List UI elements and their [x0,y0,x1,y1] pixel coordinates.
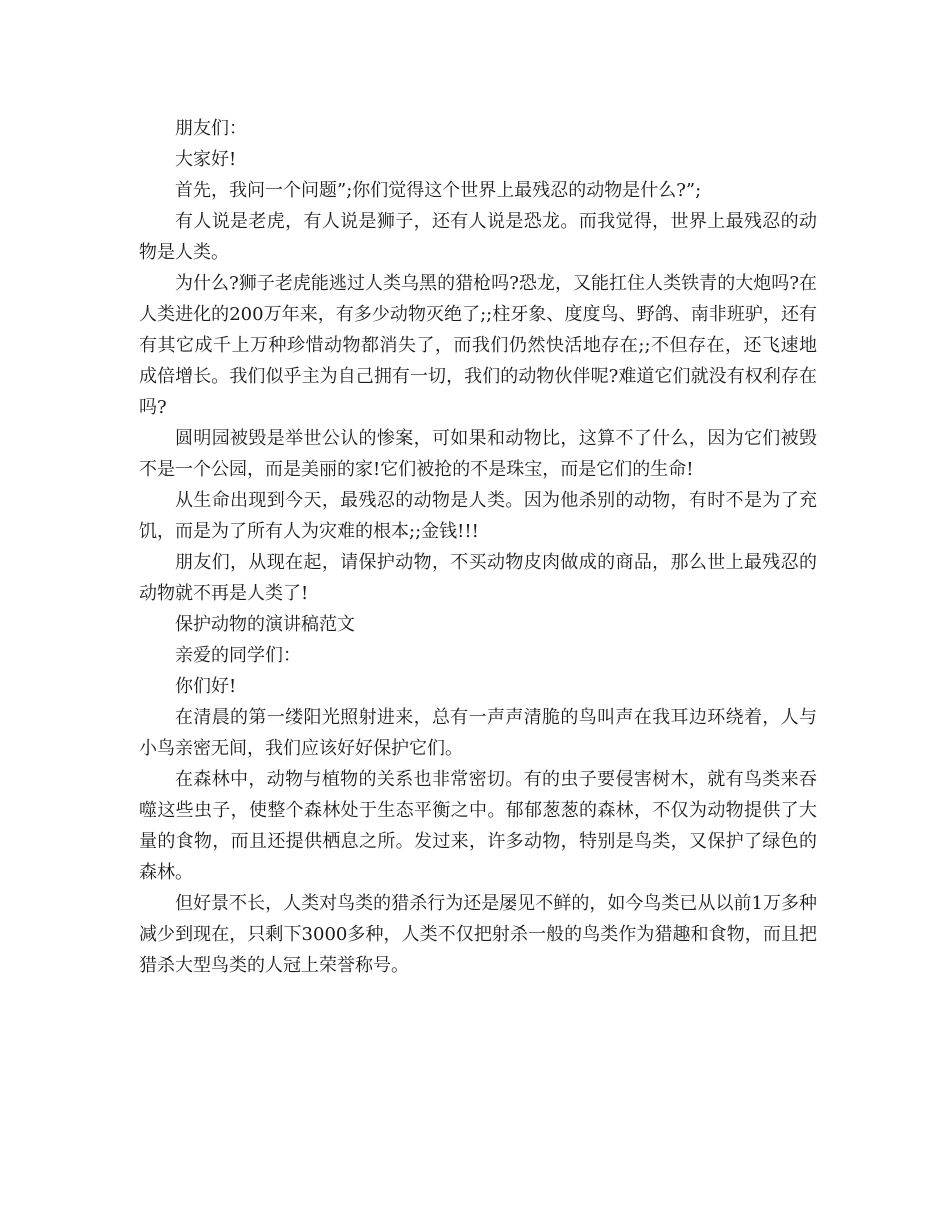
paragraph-opinions: 有人说是老虎，有人说是狮子，还有人说是恐龙。而我觉得，世界上最残忍的动物是人类。 [139,211,817,263]
paragraph-greeting-friends: 朋友们： [175,118,247,139]
paragraph-morning-birds: 在清晨的第一缕阳光照射进来，总有一声声清脆的鸟叫声在我耳边环绕着，人与小鸟亲密无间，我们应该好好保护它们。 [139,707,817,759]
document-page [139,113,817,981]
paragraph-hunting: 但好景不长，人类对鸟类的猎杀行为还是屡见不鲜的，如今鸟类已从以前1万多种减少到现在，只剩下3000多种，人类不仅把射杀一般的鸟类作为猎趣和食物，而且把猎杀大型鸟类的人冠上荣誉称号。 [139,893,817,976]
paragraph-hello-all: 大家好! [175,149,237,170]
paragraph-forest: 在森林中，动物与植物的关系也非常密切。有的虫子要侵害树木，就有鸟类来吞噬这些虫子，使整个森林处于生态平衡之中。郁郁葱葱的森林，不仅为动物提供了大量的食物，而且还提供栖息之所。发过来，许多动物，特别是鸟类，又保护了绿色的森林。 [139,769,817,883]
paragraph-greeting-classmates: 亲爱的同学们： [175,645,301,666]
paragraph-hello-you: 你们好! [175,676,237,697]
paragraph-cruelest: 从生命出现到今天，最残忍的动物是人类。因为他杀别的动物，有时不是为了充饥，而是为了所有人为灾难的根本;;金钱!!! [139,490,817,542]
section-title: 保护动物的演讲稿范文 [175,614,355,635]
paragraph-yuanmingyuan: 圆明园被毁是举世公认的惨案，可如果和动物比，这算不了什么，因为它们被毁不是一个公园，而是美丽的家!它们被抢的不是珠宝，而是它们的生命! [139,428,817,480]
paragraph-why: 为什么?狮子老虎能逃过人类乌黑的猎枪吗?恐龙，又能扛住人类铁青的大炮吗?在人类进化的200万年来，有多少动物灭绝了;;柱牙象、度度鸟、野鸽、南非班驴，还有有其它成千上万种珍惜动物都消失了，而我们仍然快活地存在;;不但存在，还飞速地成倍增长。我们似乎主为自己拥有一切，我们的动物伙伴呢?难道它们就没有权利存在吗? [139,273,817,418]
paragraph-question: 首先，我问一个问题”;你们觉得这个世界上最残忍的动物是什么?”; [175,180,702,201]
paragraph-call-to-action: 朋友们，从现在起，请保护动物，不买动物皮肉做成的商品，那么世上最残忍的动物就不再是人类了! [139,552,817,604]
